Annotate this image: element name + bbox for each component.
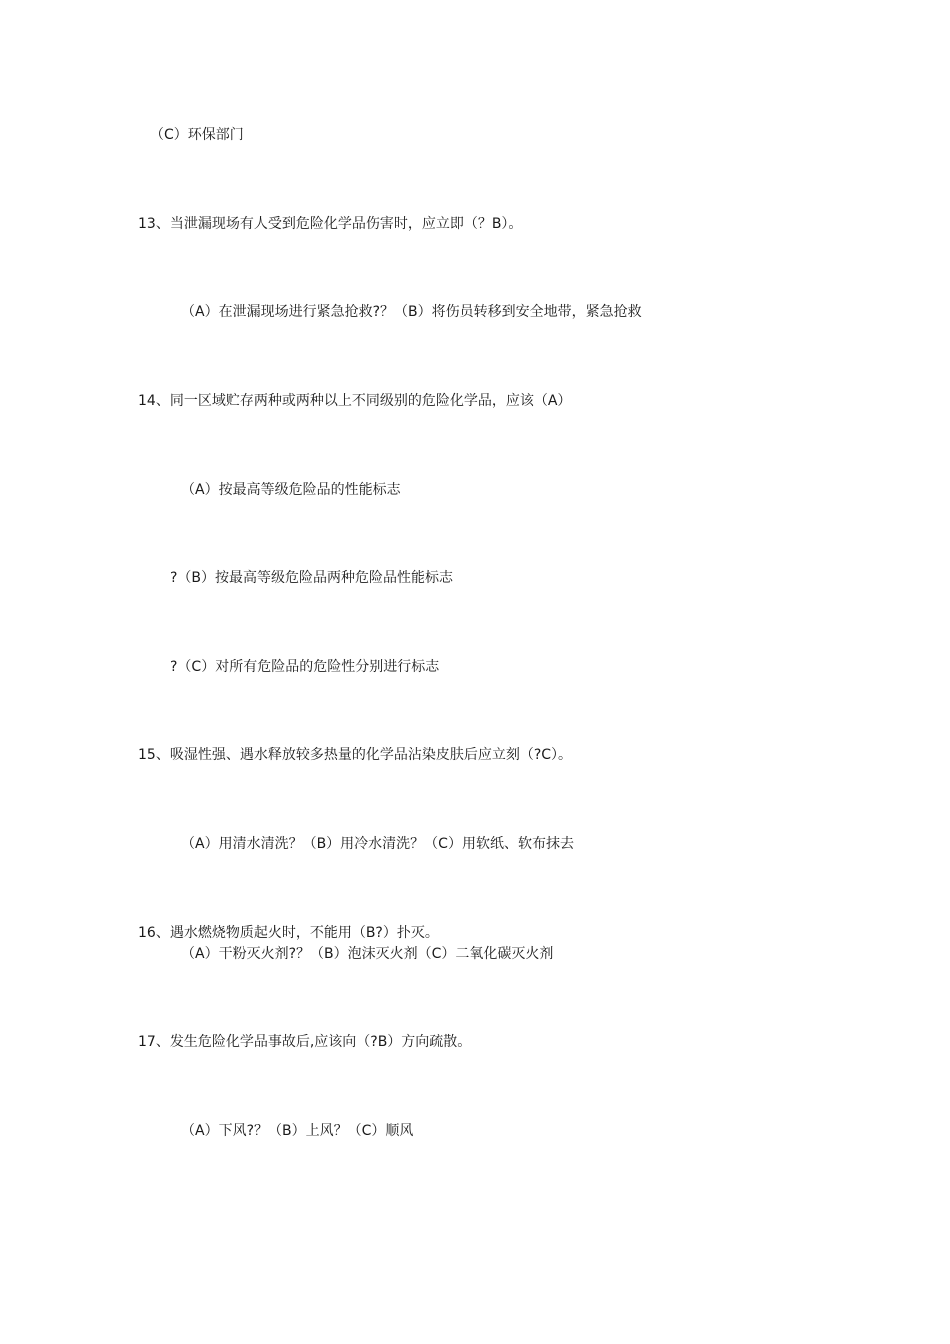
option-line: ?（B）按最高等级危险品两种危险品性能标志 bbox=[170, 570, 454, 586]
option-line: ?（C）对所有危险品的危险性分别进行标志 bbox=[170, 659, 440, 675]
question-line: 13、当泄漏现场有人受到危险化学品伤害时，应立即（？B）。 bbox=[138, 216, 523, 232]
option-line: （A）在泄漏现场进行紧急抢救?？（B）将伤员转移到安全地带，紧急抢救 bbox=[181, 304, 642, 320]
question-line: 17、发生危险化学品事故后,应该向（?B）方向疏散。 bbox=[138, 1034, 472, 1050]
question-line: 16、遇水燃烧物质起火时，不能用（B?）扑灭。 bbox=[138, 925, 439, 941]
question-line: 15、吸湿性强、遇水释放较多热量的化学品沾染皮肤后应立刻（?C）。 bbox=[138, 747, 573, 763]
question-line: 14、同一区域贮存两种或两种以上不同级别的危险化学品，应该（A） bbox=[138, 393, 572, 409]
option-line: （A）干粉灭火剂?？（B）泡沫灭火剂（C）二氧化碳灭火剂 bbox=[181, 946, 554, 962]
option-line: （A）按最高等级危险品的性能标志 bbox=[181, 482, 401, 498]
option-line: （A）下风?？（B）上风？（C）顺风 bbox=[181, 1123, 414, 1139]
option-line: （A）用清水清洗？（B）用冷水清洗？（C）用软纸、软布抹去 bbox=[181, 836, 574, 852]
option-line: （C）环保部门 bbox=[150, 127, 244, 143]
